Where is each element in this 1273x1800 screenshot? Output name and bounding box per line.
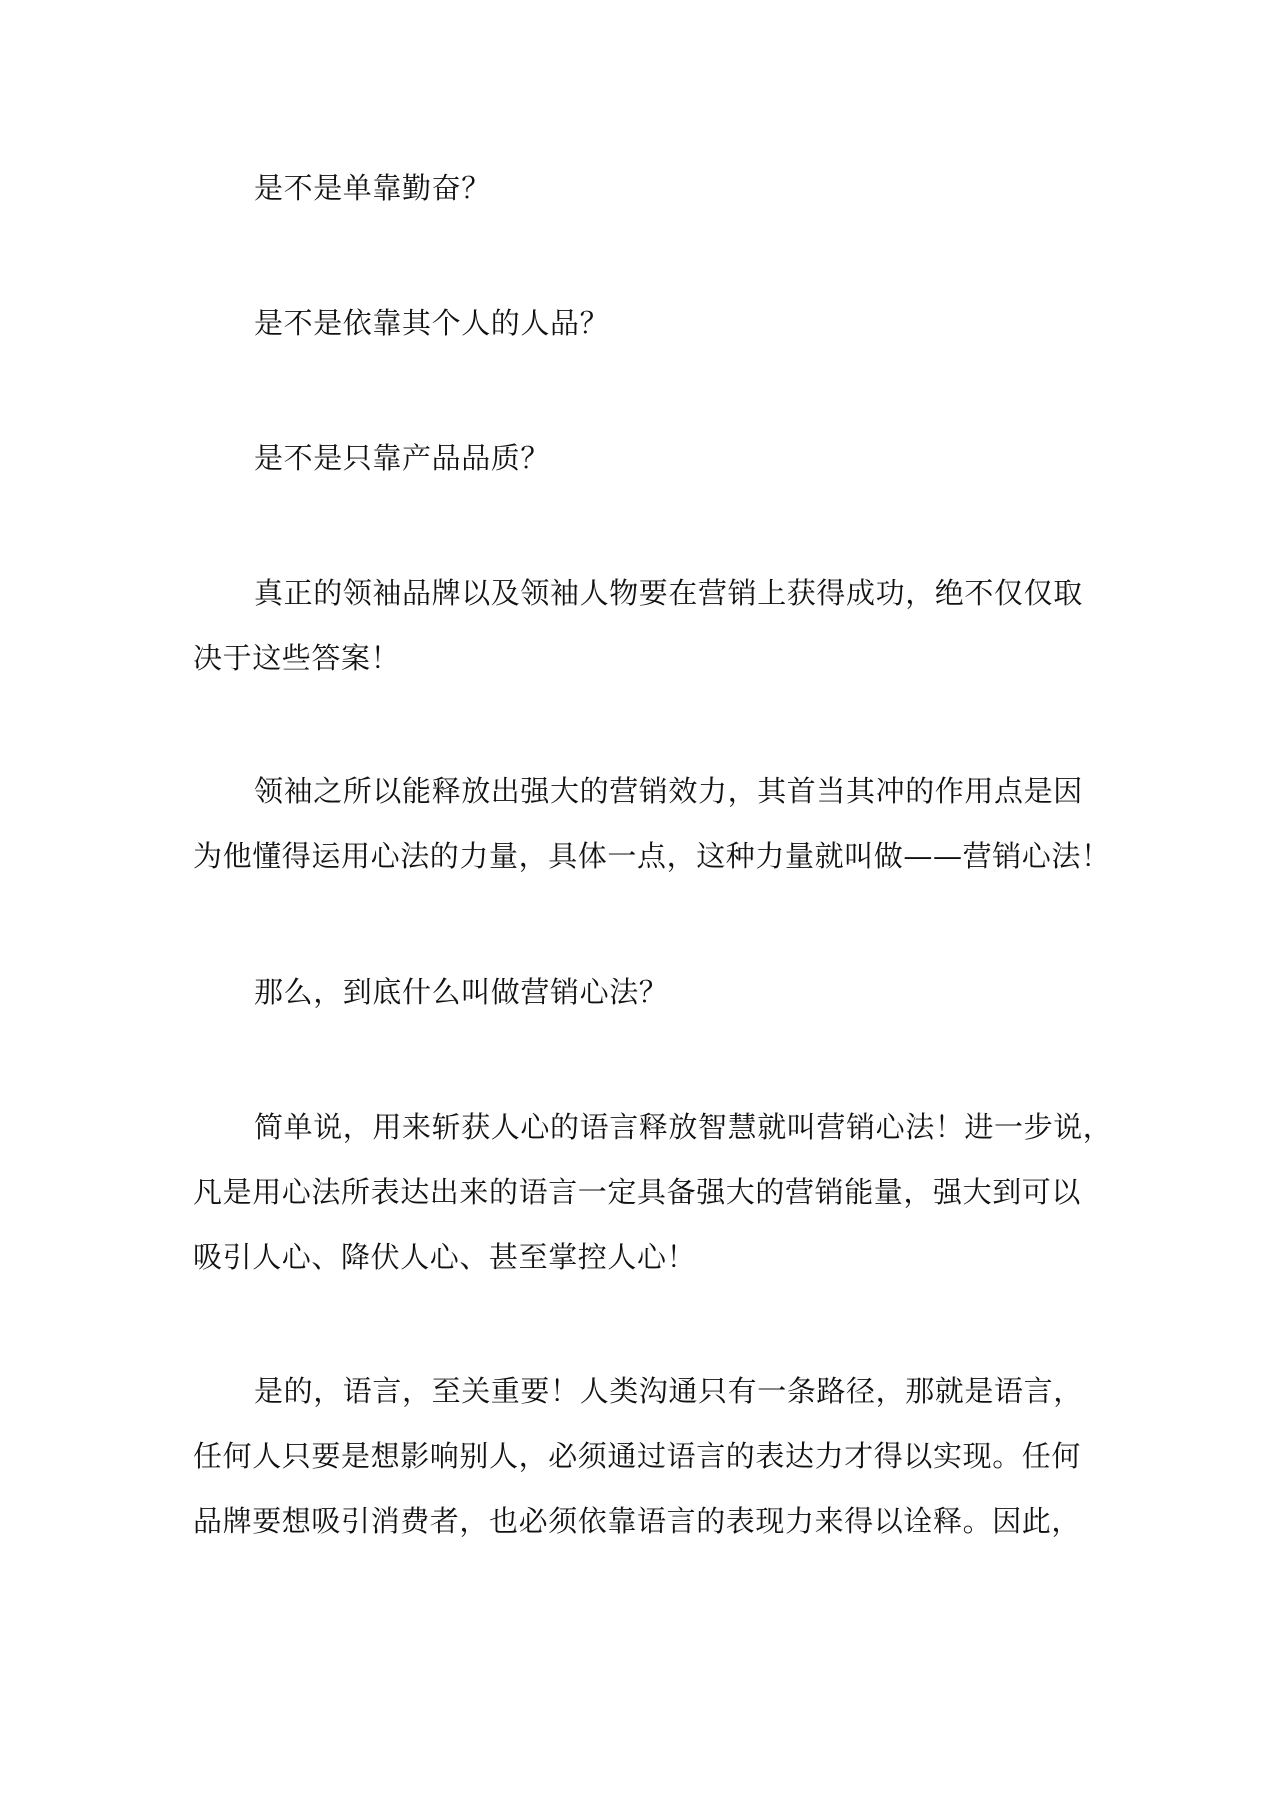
text-line: 是不是依靠其个人的人品？ xyxy=(254,306,610,340)
text-line: 任何人只要是想影响别人，必须通过语言的表达力才得以实现。任何 xyxy=(193,1439,1082,1473)
paragraph-leader-brand xyxy=(193,561,1085,691)
text-line: 是的，语言，至关重要！人类沟通只有一条路径，那就是语言， xyxy=(254,1374,1083,1408)
paragraph-leader-mindset xyxy=(193,759,1111,889)
paragraph-question-definition xyxy=(193,960,1085,1025)
text-line: 决于这些答案！ xyxy=(193,641,401,675)
paragraph-language-importance xyxy=(193,1359,1085,1554)
paragraph-question-character xyxy=(193,291,1085,356)
text-line: 是不是单靠勤奋？ xyxy=(254,171,491,205)
text-line: 那么，到底什么叫做营销心法？ xyxy=(254,975,669,1009)
text-line: 吸引人心、降伏人心、甚至掌控人心！ xyxy=(193,1240,697,1274)
text-line: 品牌要想吸引消费者，也必须依靠语言的表现力来得以诠释。因此， xyxy=(193,1504,1082,1538)
text-line: 凡是用心法所表达出来的语言一定具备强大的营销能量，强大到可以 xyxy=(193,1175,1082,1209)
paragraph-definition xyxy=(193,1095,1113,1290)
text-line: 是不是只靠产品品质？ xyxy=(254,441,551,475)
paragraph-question-quality xyxy=(193,426,1085,491)
text-line: 为他懂得运用心法的力量，具体一点，这种力量就叫做——营销心法！ xyxy=(193,839,1111,873)
paragraph-question-diligence xyxy=(193,156,1085,221)
text-line: 真正的领袖品牌以及领袖人物要在营销上获得成功，绝不仅仅取 xyxy=(254,576,1083,610)
text-line: 简单说，用来斩获人心的语言释放智慧就叫营销心法！进一步说， xyxy=(254,1110,1113,1144)
text-line: 领袖之所以能释放出强大的营销效力，其首当其冲的作用点是因 xyxy=(254,774,1083,808)
